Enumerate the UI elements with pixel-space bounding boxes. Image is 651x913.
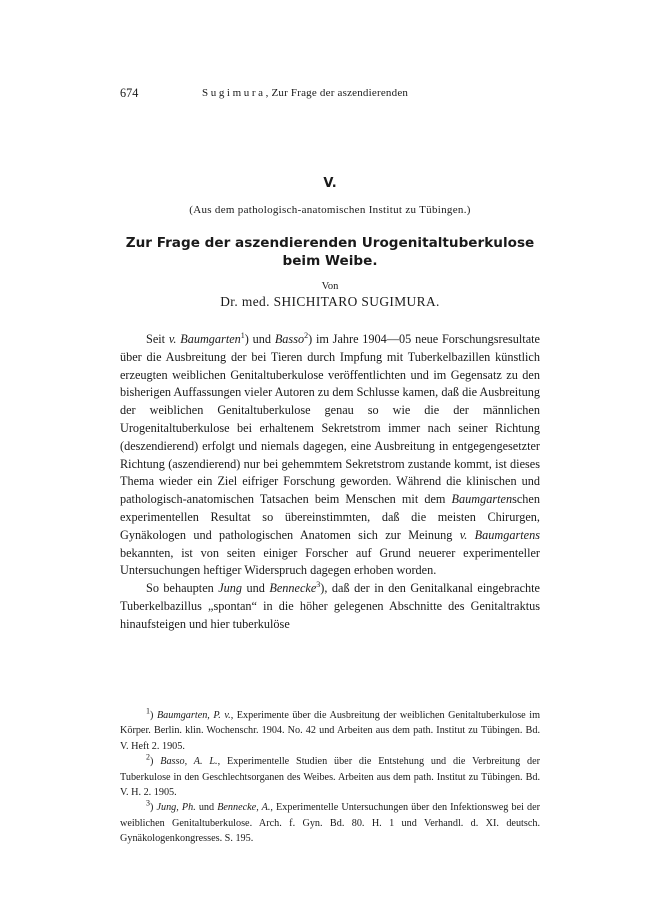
header-title: , Zur Frage der aszendierenden (265, 87, 409, 99)
section-numeral: V. (323, 176, 337, 191)
institute-line: (Aus dem pathologisch-anatomischen Institut zu Tübingen.) (189, 204, 471, 216)
title-line-1: Zur Frage der aszendierenden Urogenitaltuberkulose (125, 235, 535, 251)
article-title (120, 234, 540, 270)
cited-name: Bennecke (269, 581, 317, 596)
body-text (120, 331, 540, 634)
title-line-2: beim Weibe. (282, 253, 378, 269)
footnote-3: $^3$) Jung, Ph. und Bennecke, A., Experimentelle Untersuchungen über den Infektionsweg bei der weiblichen Genitaltuberkulose. Arch. f. Gyn. Bd. 80. H. 1 und Verhandl. d. XI. deutsch. Gynäkologenkongresses. S. 195. (120, 799, 541, 845)
cited-name: v. Baumgarten (168, 332, 241, 346)
footnote-1: $^1$) Baumgarten, P. v., Experimente über die Ausbreitung der weiblichen Genitaltuberkulose im Körper. Berlin. klin. Wochenschr. 1904. No. 42 und Arbeiten aus dem path. Institut zu Tübingen. Bd. V. Heft 2. 1905. (120, 706, 540, 752)
header-author: Sugimura (202, 87, 266, 99)
paragraph-1: Seit v. Baumgarten$^1$) und Basso$^2$) im Jahre 1904—05 neue Forschungsresultate über die Ausbreitung der bei Tieren durch Impfung mit Tuberkelbazillen künstlich erzeugten weiblichen Genitaltuberkulose veröffentlichten und im Gegensatz zu den bisherigen Auffassungen vieler Autoren zu dem Schlusse kamen, daß die Ausbreitung der weiblichen Genitaltuberkulose genau so wie die der männlichen Urogenitaltuberkulose bei erhaltenem Sekretstrom immer nach seiner Richtung (deszendierend) erfolgt und niemals dagegen, eine Ausbreitung in entgegengesetzter Richtung (aszendierend) nur bei gehemmtem Sekretstrom zustande kommt, ist dieses Thema wieder ein Ziel eifriger Forschung geworden. Während die klinischen und pathologisch-anatomischen Tatsachen beim Menschen mit dem Baumgartenschen experimentellen Resultat so übereinstimmten, daß die meisten Chirurgen, Gynäkologen und pathologischen Anatomen sich zur Meinung v. Baumgartens bekannten, ist von seiten einiger Forscher auf Grund neuerer experimenteller Untersuchungen heftiger Widerspruch dagegen erhoben worden. (120, 330, 541, 578)
cited-name: Basso (274, 332, 305, 346)
cited-name: Baumgarten (451, 492, 513, 507)
running-title (202, 86, 408, 100)
paragraph-2: So behaupten Jung und Bennecke$^3$), daß der in den Genitalkanal eingebrachte Tuberkelbazillus „spontan“ in die höher gelegenen Abschnitte des Genitaltraktus hinaufsteigen und hier tuberkulöse (120, 580, 540, 631)
footnote-ref: 1 (240, 330, 245, 340)
footnotes (120, 708, 540, 847)
footnote-ref: 2 (304, 330, 309, 340)
footnote-ref: 3 (316, 580, 321, 590)
page-number: 674 (120, 86, 139, 100)
author-name: Dr. med. SHICHITARO SUGIMURA. (220, 294, 440, 309)
by-line: Von (321, 281, 339, 292)
footnote-2: $^2$) Basso, A. L., Experimentelle Studien über die Entstehung und die Verbreitung der Tuberkulose in den Geschlechtsorganen des Weibes. Arbeiten aus dem path. Institut zu Tübingen. Bd. V. H. 2. 1905. (120, 752, 541, 799)
cited-name: v. Baumgartens (459, 527, 541, 542)
cited-name: Jung (218, 581, 243, 596)
